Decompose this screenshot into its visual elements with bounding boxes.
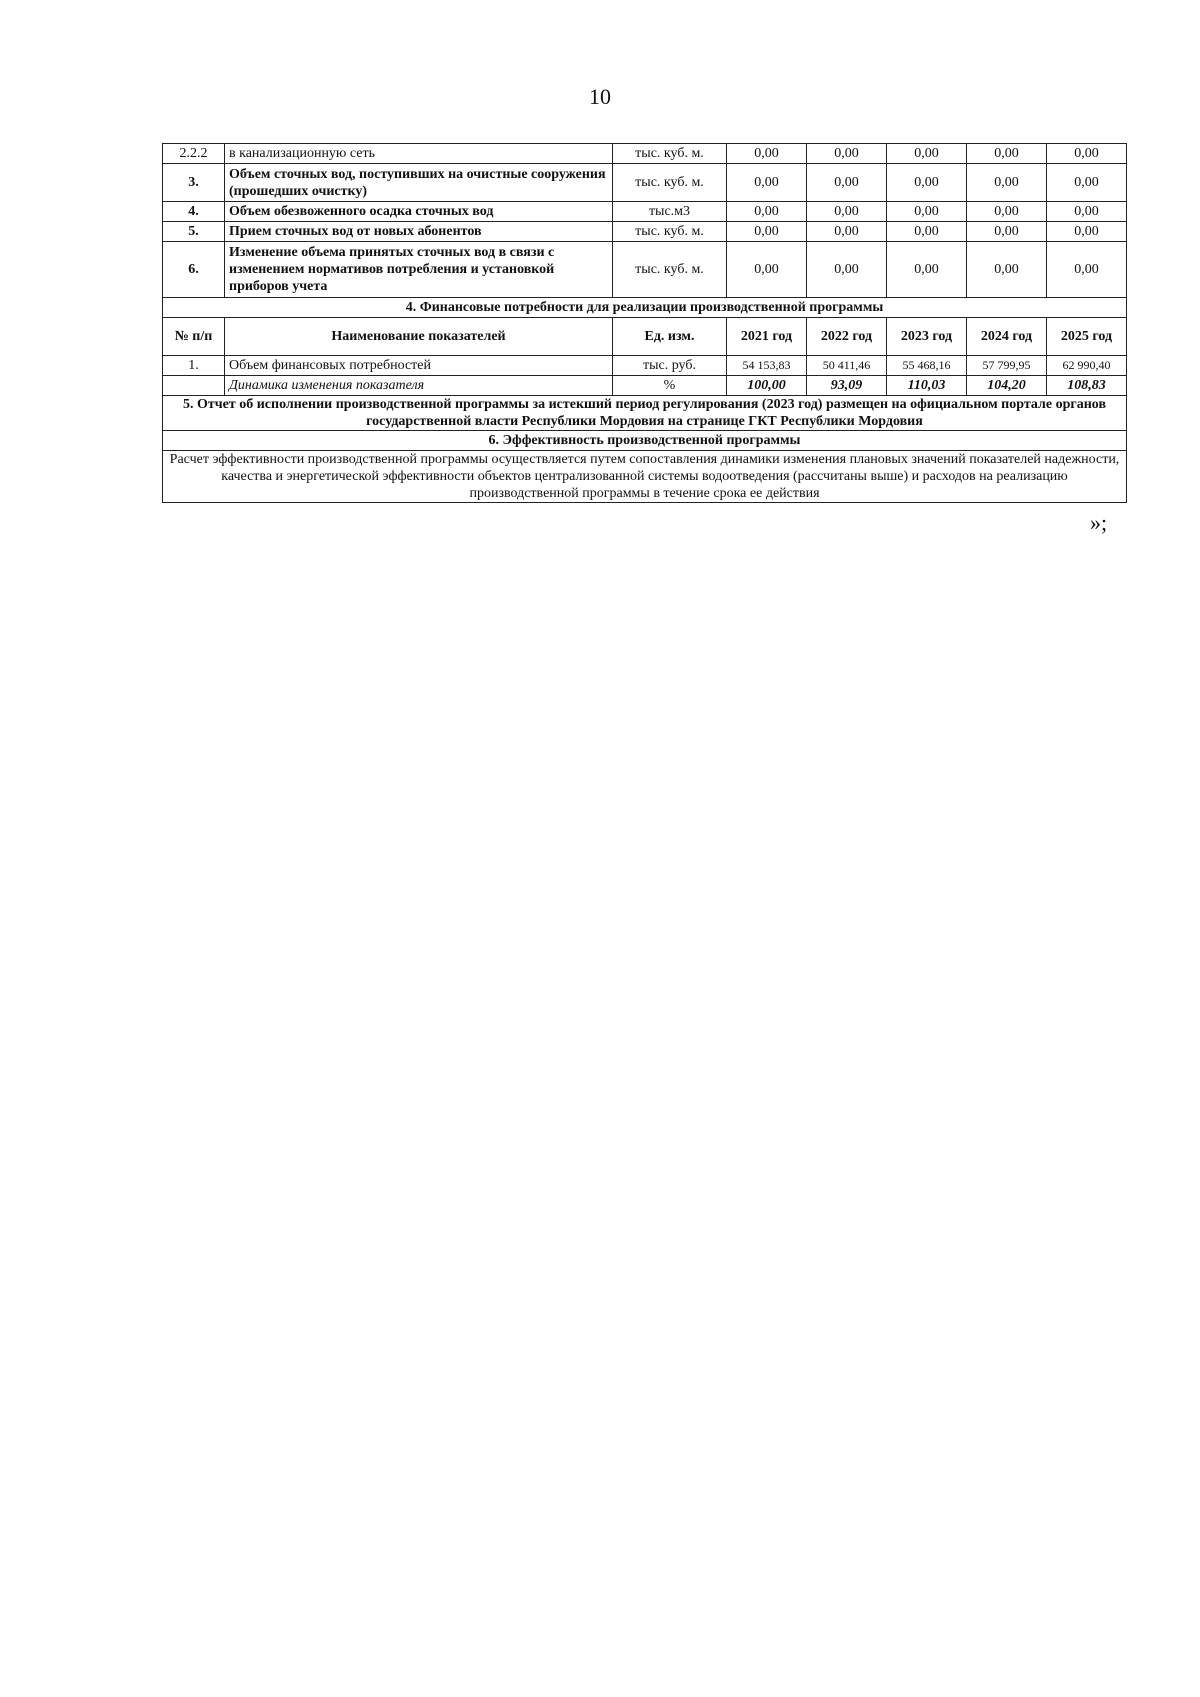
value-2022: 0,00	[807, 222, 887, 242]
row-number: 3.	[163, 164, 225, 202]
value-2024: 0,00	[967, 164, 1047, 202]
value-2021: 0,00	[727, 242, 807, 298]
value-2024: 104,20	[967, 376, 1047, 396]
indicator-name: Изменение объема принятых сточных вод в связи с изменением нормативов потребления и установкой приборов учета	[225, 242, 613, 298]
closing-quote-mark: »;	[1090, 510, 1108, 535]
value-2022: 0,00	[807, 144, 887, 164]
value-2024: 57 799,95	[967, 356, 1047, 376]
value-2025: 0,00	[1047, 242, 1127, 298]
page-number: 10	[589, 84, 611, 109]
value-2021: 0,00	[727, 144, 807, 164]
indicator-name: Объем обезвоженного осадка сточных вод	[225, 202, 613, 222]
table-row	[163, 376, 1127, 396]
row-number: 6.	[163, 242, 225, 298]
header-year-2023: 2023 год	[887, 318, 967, 356]
section6-text: Расчет эффективности производственной программы осуществляется путем сопоставления динамики изменения плановых значений показателей надежности, качества и энергетической эффективности объектов централизованной системы водоотведения (рассчитаны выше) и расходов на реализацию производственной программы в течение срока ее действия	[163, 451, 1127, 503]
table-row	[163, 356, 1127, 376]
indicators-table	[162, 143, 1127, 503]
value-2025: 0,00	[1047, 164, 1127, 202]
table-row	[163, 144, 1127, 164]
row-number	[163, 376, 225, 396]
value-2021: 0,00	[727, 164, 807, 202]
value-2025: 108,83	[1047, 376, 1127, 396]
table-row	[163, 242, 1127, 298]
header-unit: Ед. изм.	[613, 318, 727, 356]
value-2023: 0,00	[887, 222, 967, 242]
table-row	[163, 164, 1127, 202]
value-2023: 0,00	[887, 242, 967, 298]
value-2025: 0,00	[1047, 144, 1127, 164]
value-2024: 0,00	[967, 202, 1047, 222]
header-name: Наименование показателей	[225, 318, 613, 356]
header-year-2022: 2022 год	[807, 318, 887, 356]
section-row	[163, 396, 1127, 431]
section-row	[163, 451, 1127, 503]
value-2025: 0,00	[1047, 202, 1127, 222]
unit-cell: тыс.м3	[613, 202, 727, 222]
value-2023: 110,03	[887, 376, 967, 396]
indicator-name: Объем финансовых потребностей	[225, 356, 613, 376]
value-2024: 0,00	[967, 222, 1047, 242]
value-2022: 93,09	[807, 376, 887, 396]
value-2024: 0,00	[967, 144, 1047, 164]
value-2025: 62 990,40	[1047, 356, 1127, 376]
row-number: 2.2.2	[163, 144, 225, 164]
section4-title: 4. Финансовые потребности для реализации производственной программы	[163, 298, 1127, 318]
value-2021: 100,00	[727, 376, 807, 396]
value-2023: 0,00	[887, 144, 967, 164]
value-2022: 0,00	[807, 164, 887, 202]
value-2021: 0,00	[727, 202, 807, 222]
row-number: 5.	[163, 222, 225, 242]
section6-title: 6. Эффективность производственной программы	[163, 431, 1127, 451]
unit-cell: тыс. куб. м.	[613, 144, 727, 164]
indicator-name: Динамика изменения показателя	[225, 376, 613, 396]
unit-cell: тыс. куб. м.	[613, 242, 727, 298]
section5-text: 5. Отчет об исполнении производственной программы за истекший период регулирования (2023 год) размещен на официальном портале органов государственной власти Республики Мордовия на странице ГКТ Республики Мордовия	[163, 396, 1127, 431]
value-2022: 0,00	[807, 202, 887, 222]
value-2022: 0,00	[807, 242, 887, 298]
indicator-name: Прием сточных вод от новых абонентов	[225, 222, 613, 242]
row-number: 4.	[163, 202, 225, 222]
value-2021: 54 153,83	[727, 356, 807, 376]
value-2022: 50 411,46	[807, 356, 887, 376]
table-row	[163, 202, 1127, 222]
indicator-name: Объем сточных вод, поступивших на очистные сооружения (прошедших очистку)	[225, 164, 613, 202]
value-2021: 0,00	[727, 222, 807, 242]
table-row	[163, 222, 1127, 242]
header-year-2024: 2024 год	[967, 318, 1047, 356]
section-title-row	[163, 431, 1127, 451]
value-2025: 0,00	[1047, 222, 1127, 242]
header-num: № п/п	[163, 318, 225, 356]
row-number: 1.	[163, 356, 225, 376]
value-2023: 0,00	[887, 164, 967, 202]
unit-cell: тыс. куб. м.	[613, 222, 727, 242]
unit-cell: %	[613, 376, 727, 396]
section-title-row	[163, 298, 1127, 318]
indicator-name: в канализационную сеть	[225, 144, 613, 164]
unit-cell: тыс. руб.	[613, 356, 727, 376]
unit-cell: тыс. куб. м.	[613, 164, 727, 202]
table-header-row	[163, 318, 1127, 356]
header-year-2025: 2025 год	[1047, 318, 1127, 356]
value-2023: 55 468,16	[887, 356, 967, 376]
value-2024: 0,00	[967, 242, 1047, 298]
value-2023: 0,00	[887, 202, 967, 222]
header-year-2021: 2021 год	[727, 318, 807, 356]
